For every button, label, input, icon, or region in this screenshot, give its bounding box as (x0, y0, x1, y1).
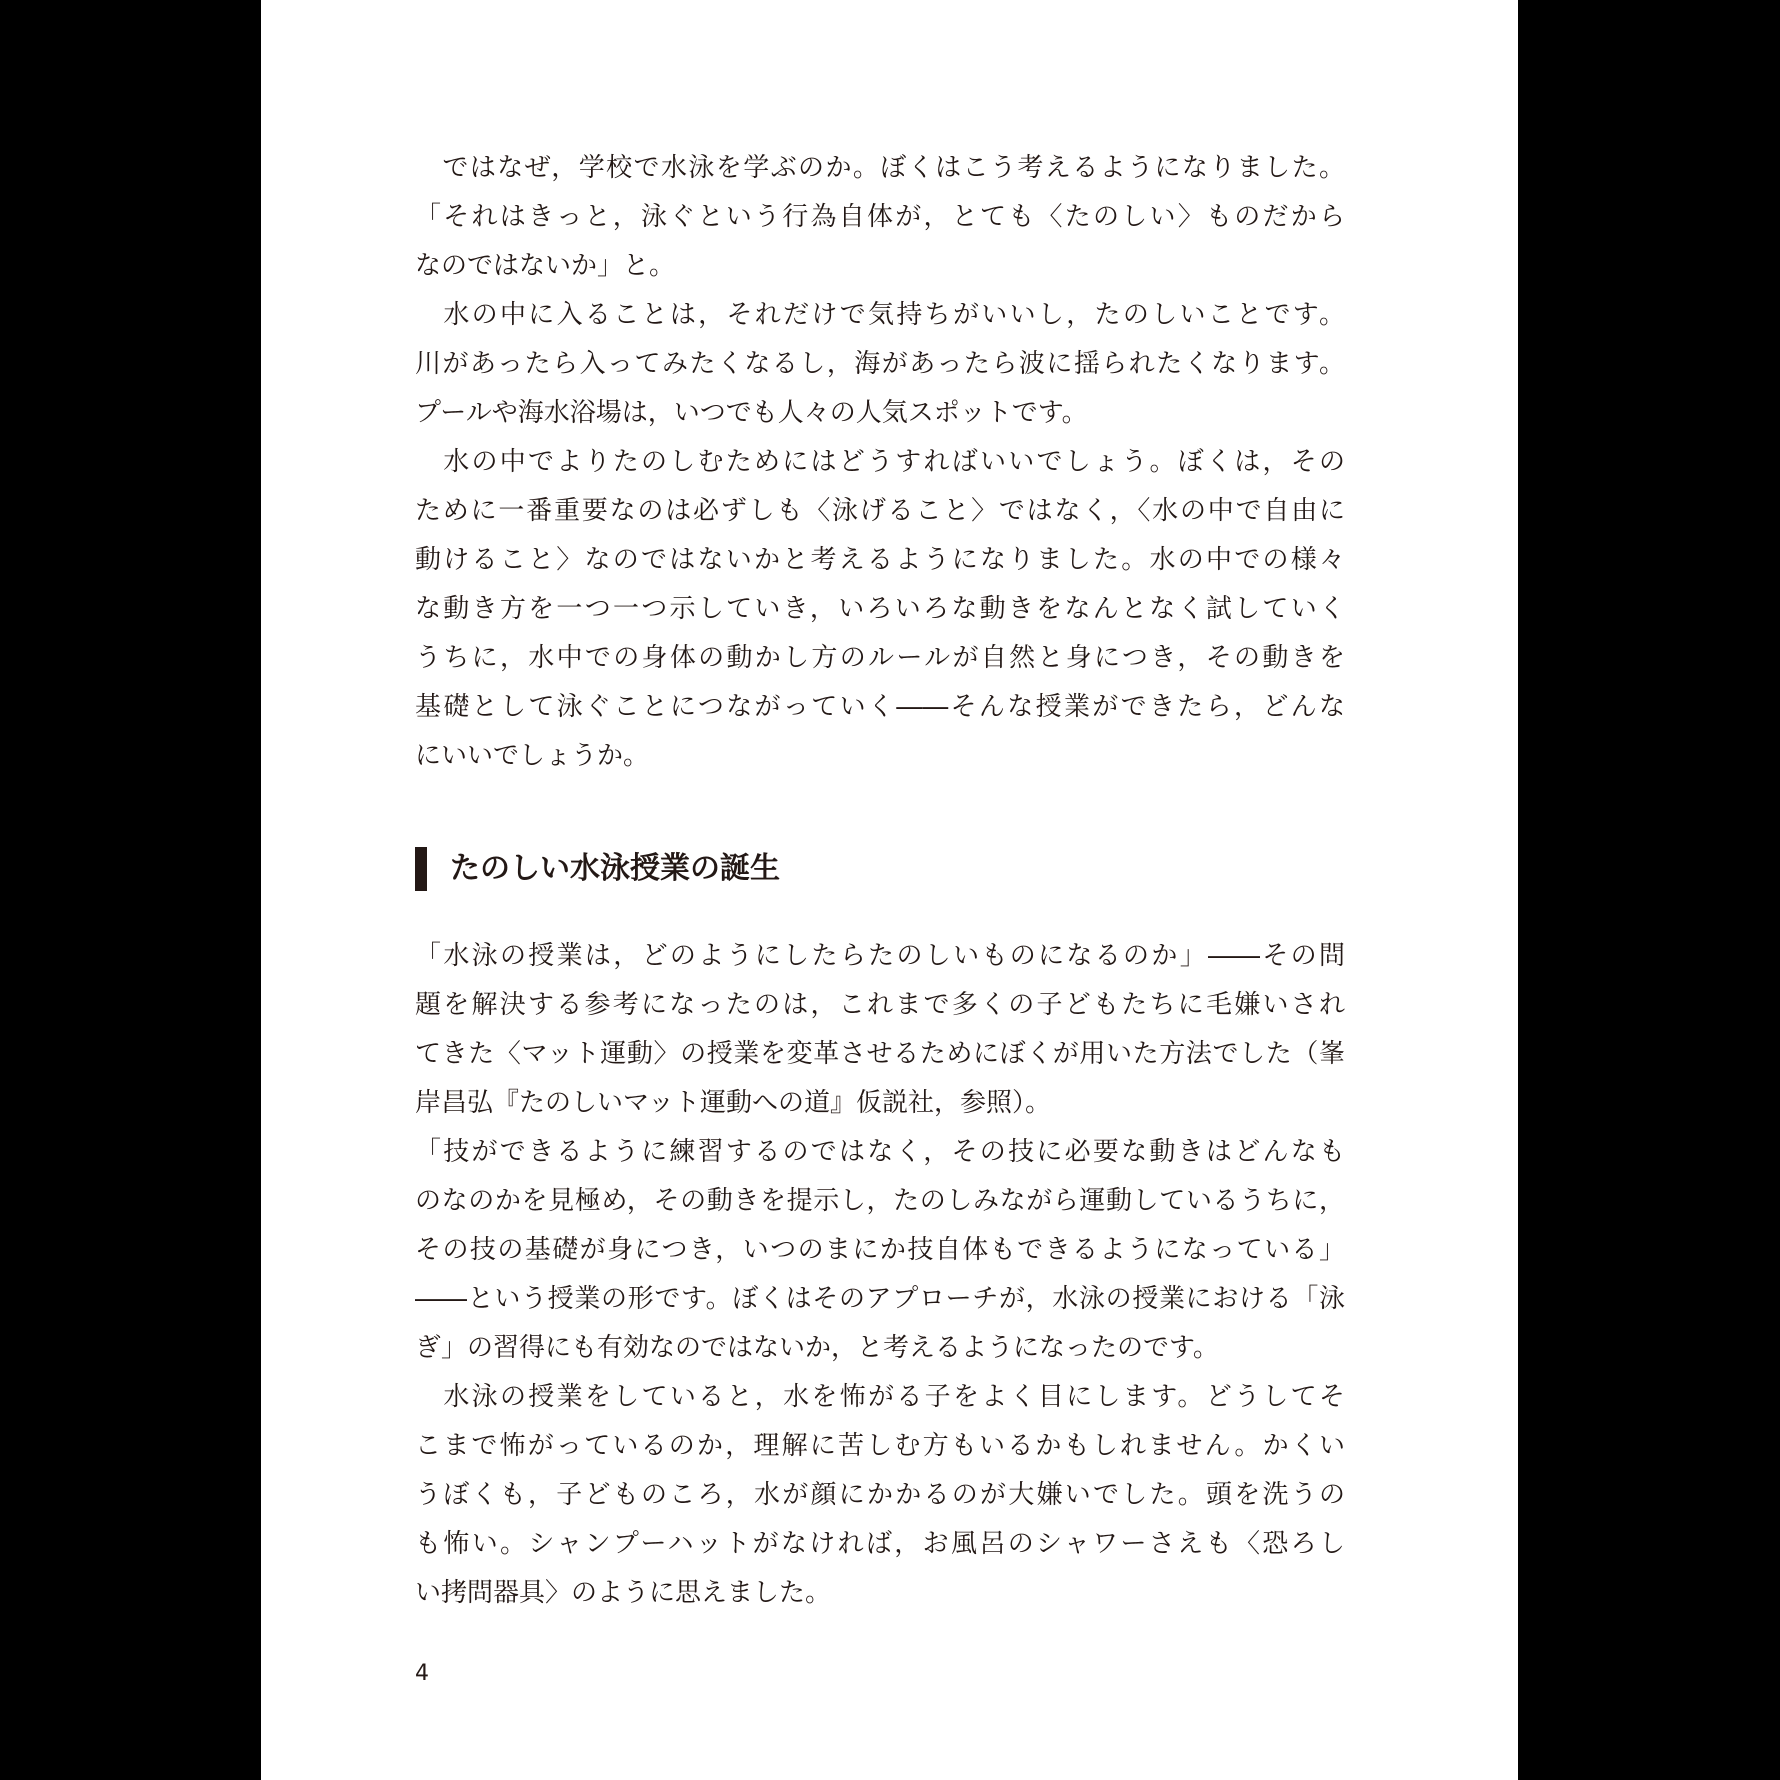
body-text-line: こまで怖がっているのか，理解に苦しむ方もいるかもしれません。かくい (415, 1431, 1345, 1461)
book-page (261, 0, 1518, 1780)
body-text-line: 川があったら入ってみたくなるし，海があったら波に揺られたくなります。 (415, 349, 1345, 379)
heading-bar-marker (415, 847, 427, 891)
body-text-line: 岸昌弘『たのしいマット運動への道』仮説社，参照）。 (415, 1088, 1051, 1118)
body-text-line: 水泳の授業をしていると，水を怖がる子をよく目にします。どうしてそ (415, 1382, 1345, 1412)
body-text-line: なのではないか」と。 (415, 251, 676, 281)
body-text-line: ――という授業の形です。ぼくはそのアプローチが，水泳の授業における「泳 (415, 1284, 1345, 1314)
body-text-line: プールや海水浴場は，いつでも人々の人気スポットです。 (415, 398, 1088, 428)
body-text-line: のなのかを見極め，その動きを提示し，たのしみながら運動しているうちに， (415, 1186, 1345, 1216)
body-text-line: 題を解決する参考になったのは，これまで多くの子どもたちに毛嫌いされ (415, 990, 1345, 1020)
body-text-line: 基礎として泳ぐことにつながっていく――そんな授業ができたら，どんな (415, 692, 1345, 722)
body-text-line: うちに，水中での身体の動かし方のルールが自然と身につき，その動きを (415, 643, 1345, 673)
body-text-line: 「それはきっと，泳ぐという行為自体が，とても〈たのしい〉ものだから (415, 202, 1345, 232)
body-text-line: その技の基礎が身につき，いつのまにか技自体もできるようになっている」 (415, 1235, 1345, 1265)
section-heading: たのしい水泳授業の誕生 (450, 851, 780, 886)
body-text-line: てきた〈マット運動〉の授業を変革させるためにぼくが用いた方法でした（峯 (415, 1039, 1345, 1069)
body-text-line: 「技ができるように練習するのではなく，その技に必要な動きはどんなも (415, 1137, 1345, 1167)
body-text-line: 動けること〉なのではないかと考えるようになりました。水の中での様々 (415, 545, 1345, 575)
body-text-line: 「水泳の授業は，どのようにしたらたのしいものになるのか」――その問 (415, 941, 1345, 971)
body-text-line: ではなぜ，学校で水泳を学ぶのか。ぼくはこう考えるようになりました。 (415, 153, 1345, 183)
body-text-line: い拷問器具〉のように思えました。 (415, 1578, 832, 1608)
page-number: 4 (415, 1661, 429, 1686)
body-text-line: な動き方を一つ一つ示していき，いろいろな動きをなんとなく試していく (415, 594, 1345, 624)
body-text-line: ために一番重要なのは必ずしも〈泳げること〉ではなく，〈水の中で自由に (415, 496, 1345, 526)
body-text-line: にいいでしょうか。 (415, 741, 650, 771)
body-text-line: 水の中に入ることは，それだけで気持ちがいいし，たのしいことです。 (415, 300, 1345, 330)
body-text-line: ぎ」の習得にも有効なのではないか，と考えるようになったのです。 (415, 1333, 1219, 1363)
body-text-line: うぼくも，子どものころ，水が顔にかかるのが大嫌いでした。頭を洗うの (415, 1480, 1345, 1510)
body-text-line: も怖い。シャンプーハットがなければ，お風呂のシャワーさえも〈恐ろし (415, 1529, 1345, 1559)
body-text-line: 水の中でよりたのしむためにはどうすればいいでしょう。ぼくは，その (415, 447, 1345, 477)
